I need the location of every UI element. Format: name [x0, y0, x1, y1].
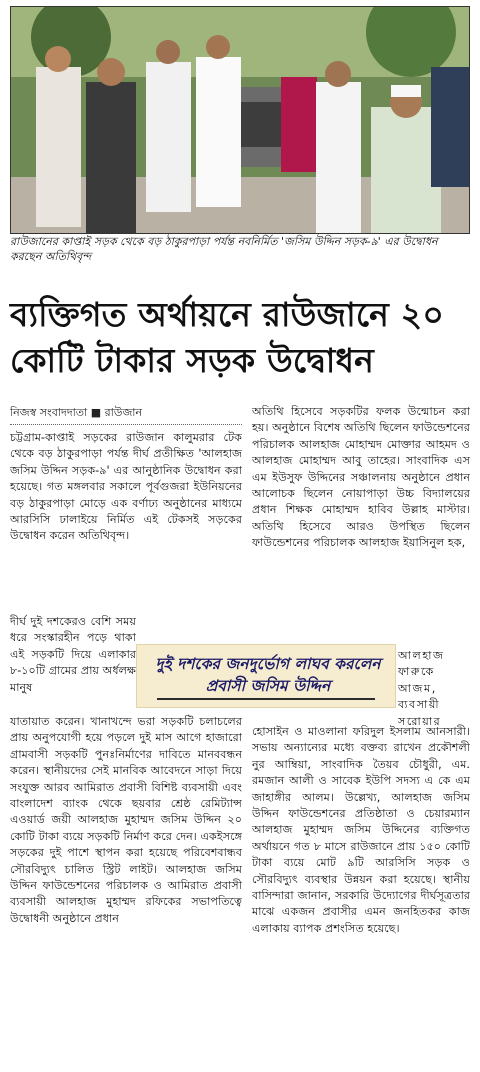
headline: ব্যক্তিগত অর্থায়নে রাউজানে ২০ কোটি টাকার সড়ক উদ্বোধন [10, 295, 444, 380]
paragraph-history: দীর্ঘ দুই দশকেরও বেশি সময় ধরে সংস্কারহীন পড়ে থাকা এই সড়কটি দিয়ে এলাকার ৮-১০টি গ্রামের প্রায় অর্ধলক্ষ মানুষ [10, 615, 136, 694]
column-2-body [252, 724, 470, 937]
paragraph-speakers: হোসাইন ও মাওলানা ফরিদুল ইসলাম আনসারী। সভায় অন্যান্যের মধ্যে বক্তব্য রাখেন প্রকৌশলী নুর আম্বিয়া, সাংবাদিক তৈয়ব চৌধুরী, এম. রমজান আলী ও সাবেক ইউপি সদস্য এ কে এম জাহাঙ্গীর আলম। উল্লেখ্য, আলহাজ জসিম উদ্দিন ফাউন্ডেশনের প্রতিষ্ঠাতা ও চেয়ারম্যান আলহাজ মুহাম্মদ জসিম উদ্দিনের ব্যক্তিগত অর্থায়নে গত ৮ মাসে রাউজানে প্রায় ১৫০ কোটি টাকা ব্যয়ে মোট ৯টি আরসিসি সড়ক ও সৌরবিদ্যুৎ ব্যবস্থার উন্নয়ন করা হয়েছে। স্থানীয় বাসিন্দারা জানান, সরকারি উদ্যোগের দীর্ঘসূত্রতার মাঝে একজন প্রবাসীর এমন জনহিতকর কাজ এলাকায় ব্যাপক প্রশংসিত হয়েছে। [252, 725, 470, 935]
pull-quote-box [136, 644, 396, 708]
byline-divider [10, 424, 242, 425]
pull-quote-underline [157, 698, 375, 700]
column-1-intro [10, 430, 242, 545]
column-1-body [10, 714, 242, 927]
paragraph-guests-cont: আলহাজ ফারুকে আজম, ব্যবসায়ী সরোয়ার [398, 649, 445, 728]
byline: নিজস্ব সংবাদদাতা ■ রাউজান [10, 406, 143, 419]
paragraph-construction: যাতায়াত করেন। খানাখন্দে ভরা সড়কটি চলাচলের প্রায় অনুপযোগী হয়ে পড়লে দুই মাস আগে হাজারো গ্রামবাসী সড়কটি পুনঃনির্মাণের দাবিতে মানববন্ধন করেন। স্থানীয়দের সেই মানবিক আবেদনে সাড়া দিয়ে সংযুক্ত আরব আমিরাত প্রবাসী বিশিষ্ট ব্যবসায়ী এবং বাংলাদেশ ব্যাংক থেকে ছয়বার শ্রেষ্ঠ রেমিট্যান্স এওয়ার্ড জয়ী আলহাজ মুহাম্মদ জসিম উদ্দিন ২০ কোটি টাকা ব্যয়ে সড়কটি নির্মাণ করে দেন। একইসঙ্গে সড়কের দুই পাশে স্থাপন করা হয়েছে পরিবেশবান্ধব সৌরবিদ্যুৎ চালিত স্ট্রিট লাইট। আলহাজ জসিম উদ্দিন ফাউন্ডেশনের পরিচালক ও আমিরাত প্রবাসী ব্যবসায়ী আলহাজ মুহাম্মদ রফিকের সভাপতিত্বে উদ্বোধনী অনুষ্ঠানে প্রধান [10, 715, 242, 925]
inauguration-photo [10, 6, 470, 234]
paragraph-guests: অতিথি হিসেবে সড়কটির ফলক উন্মোচন করা হয়। অনুষ্ঠানে বিশেষ অতিথি ছিলেন ফাউন্ডেশনের পরিচালক আলহাজ মোহাম্মদ মোক্তার আহমদ ও আলহাজ মোহাম্মদ আবু তাহের। সাংবাদিক এস এম ইউসুফ উদ্দিনের সঞ্চালনায় অনুষ্ঠানে প্রধান আলোচক ছিলেন নোয়াপাড়া উচ্চ বিদ্যালয়ের প্রধান শিক্ষক মোহাম্মদ হাবিব উল্লাহ মাস্টার। অতিথি হিসেবে আরও উপস্থিত ছিলেন ফাউন্ডেশনের পরিচালক আলহাজ ইয়াসিনুল হক, [252, 405, 470, 550]
photo-caption: রাউজানের কাপ্তাই সড়ক থেকে বড় ঠাকুরপাড়া পর্যন্ত নবনির্মিত 'জসিম উদ্দিন সড়ক-৯' এর উদ্বোধন করছেন অতিথিবৃন্দ [10, 235, 438, 263]
pull-quote: দুই দশকের জনদুর্ভোগ লাঘব করলেন প্রবাসী জসিম উদ্দিন [155, 655, 381, 695]
column-2-wrap [398, 648, 470, 730]
column-1-wrap [10, 614, 136, 696]
paragraph-intro: চট্টগ্রাম-কাপ্তাই সড়কের রাউজান কালুমরার টেক থেকে বড় ঠাকুরপাড়া পর্যন্ত দীর্ঘ প্রতীক্ষিত 'আলহাজ জসিম উদ্দিন সড়ক-৯' এর আনুষ্ঠানিক উদ্বোধন করা হয়েছে। গত মঙ্গলবার সকালে পূর্বগুজরা ইউনিয়নের বড় ঠাকুরপাড়া মোড়ে এক বর্ণাঢ্য অনুষ্ঠানের মাধ্যমে আরসিসি ঢালাইয়ে নির্মিত এই টেকসই সড়কের উদ্বোধন করেন অতিথিবৃন্দ। [10, 431, 242, 543]
column-2-intro [252, 404, 470, 552]
photo-illustration [11, 7, 469, 233]
